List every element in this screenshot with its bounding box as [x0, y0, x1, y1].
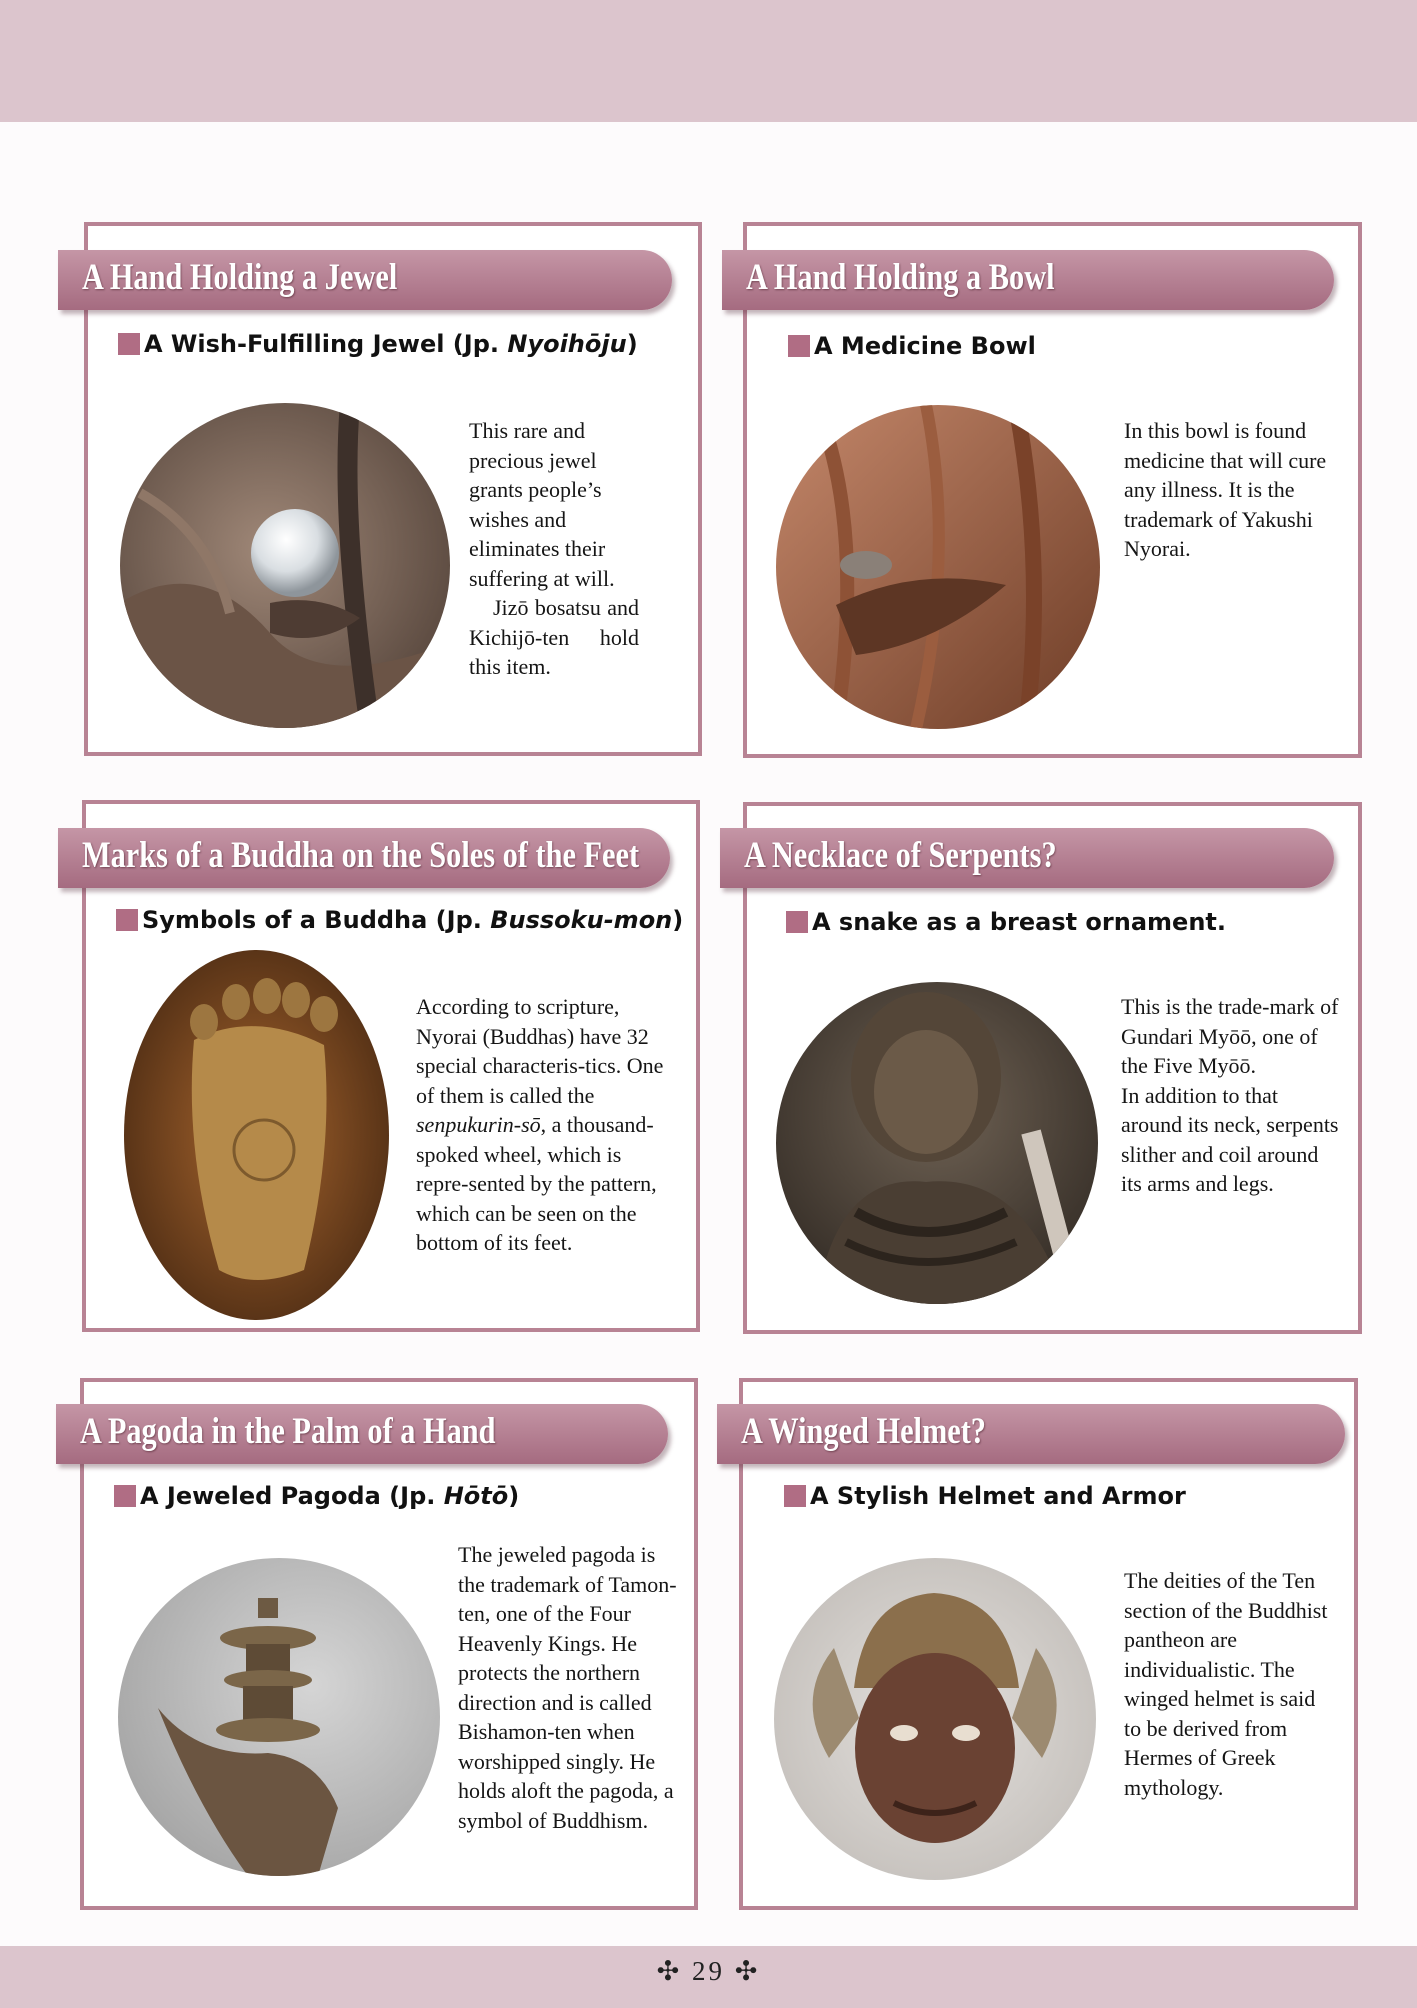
winged-helmet-photo [774, 1558, 1096, 1880]
card-subtitle: Symbols of a Buddha (Jp. Bussoku-mon) [116, 906, 683, 934]
card-body-text: This is the trade-mark of Gundari Myōō, one of the Five Myōō. In addition to that around its neck, serpents slither and coil around its arms and legs. [1121, 994, 1339, 1196]
card-body-text: According to scripture, Nyorai (Buddhas) have 32 special characteris-tics. One of them is called the senpukurin-sō, a thousand-spoked wheel, which is repre-sented by the pattern, which can be seen on the bottom of its feet. [416, 994, 664, 1255]
card-title: A Hand Holding a Jewel [82, 257, 398, 298]
ornament-icon: ✣ [656, 1956, 683, 1986]
ornament-icon: ✣ [734, 1956, 761, 1986]
title-banner [58, 250, 672, 310]
bullet-square-icon [114, 1485, 136, 1507]
title-banner [720, 828, 1334, 888]
title-banner [722, 250, 1334, 310]
card-title: A Necklace of Serpents? [744, 835, 1057, 876]
card-subtitle: A Stylish Helmet and Armor [784, 1482, 1186, 1510]
card-body-text: In this bowl is found medicine that will cure any illness. It is the trademark of Yakushi Nyorai. [1124, 418, 1327, 561]
bullet-square-icon [784, 1485, 806, 1507]
page-number: ✣ 29 ✣ [656, 1956, 761, 1986]
hand-holding-bowl-photo [776, 405, 1100, 729]
card-subtitle: A snake as a breast ornament. [786, 908, 1226, 936]
card-title: A Winged Helmet? [741, 1411, 986, 1452]
bullet-square-icon [118, 333, 140, 355]
card-subtitle: A Wish-Fulfilling Jewel (Jp. Nyoihōju) [118, 330, 638, 358]
buddha-foot-sole-photo [124, 950, 389, 1320]
card-body-text: The jeweled pagoda is the trademark of Tamon-ten, one of the Four Heavenly Kings. He protects the northern direction and is called Bishamon-ten when worshipped singly. He holds aloft the pagoda, a symbol of Buddhism. [458, 1542, 677, 1833]
card-body-text: This rare and precious jewel grants people’s wishes and eliminates their suffering at will. Jizō bosatsu and Kichijō-ten hold this item. [469, 418, 639, 679]
bullet-square-icon [116, 909, 138, 931]
hand-holding-jewel-photo [120, 403, 450, 728]
top-color-band [0, 0, 1417, 122]
gundari-myoo-photo [776, 982, 1098, 1304]
bullet-square-icon [788, 335, 810, 357]
card-title: A Hand Holding a Bowl [746, 257, 1055, 298]
card-subtitle: A Jeweled Pagoda (Jp. Hōtō) [114, 1482, 519, 1510]
title-banner [58, 828, 670, 888]
card-title: A Pagoda in the Palm of a Hand [80, 1411, 496, 1452]
card-body-text: The deities of the Ten section of the Buddhist pantheon are individualistic. The winged helmet is said to be derived from Hermes of Greek mythology. [1124, 1568, 1328, 1800]
card-title: Marks of a Buddha on the Soles of the Feet [82, 835, 640, 876]
card-subtitle: A Medicine Bowl [788, 332, 1036, 360]
title-banner [56, 1404, 668, 1464]
hand-holding-pagoda-photo [118, 1558, 440, 1876]
bullet-square-icon [786, 911, 808, 933]
title-banner [717, 1404, 1345, 1464]
